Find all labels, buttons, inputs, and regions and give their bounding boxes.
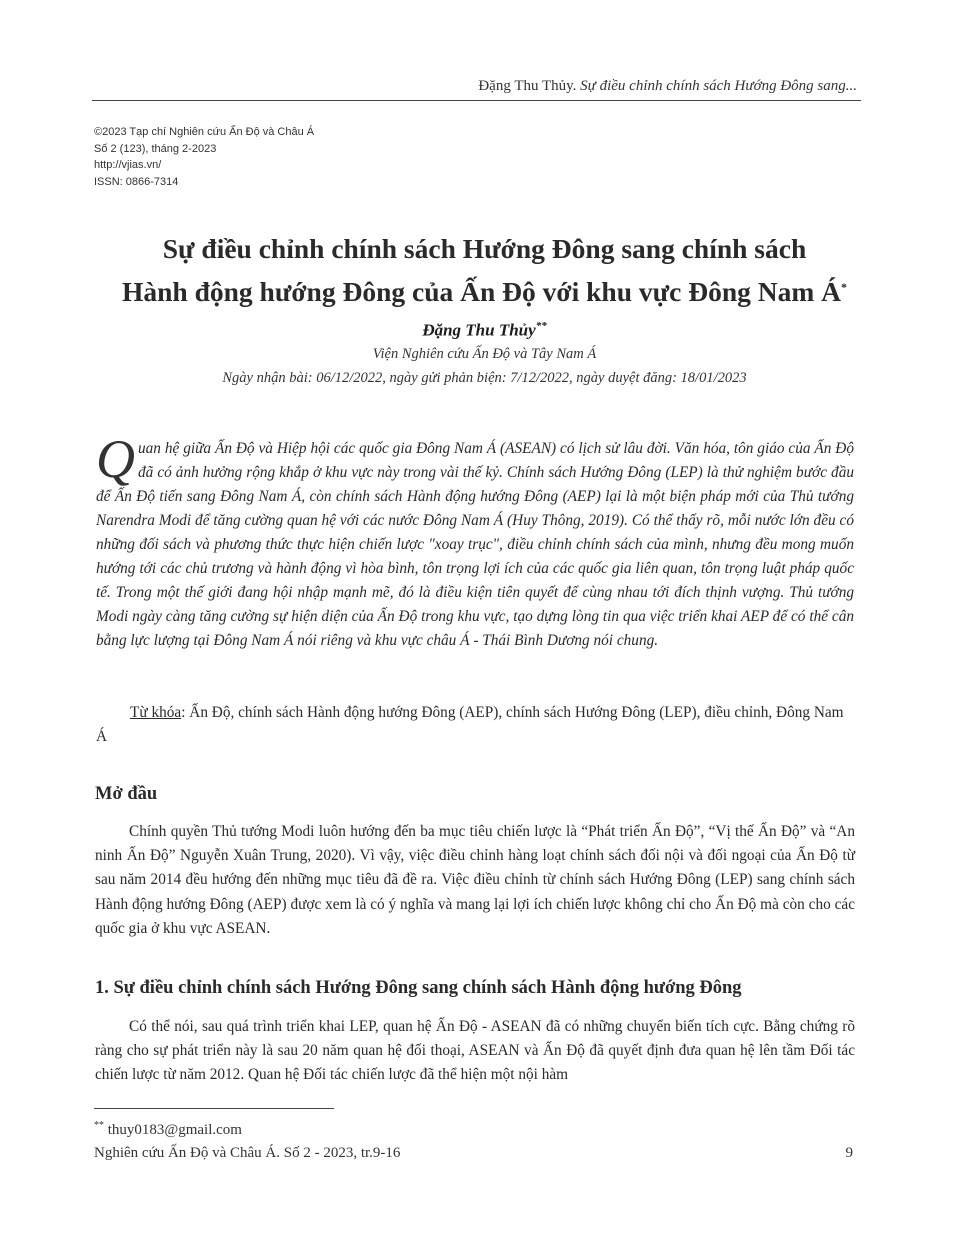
header-rule (92, 100, 861, 101)
running-head (478, 78, 857, 95)
footnote (94, 1120, 242, 1139)
abstract-text: uan hệ giữa Ấn Độ và Hiệp hội các quốc gia Đông Nam Á (ASEAN) có lịch sử lâu đời. Văn hóa, tôn giáo của Ấn Độ đã có ảnh hưởng rộng khắp ở khu vực này trong vài thế kỷ. Chính sách Hướng Đông (LEP) là thử nghiệm bước đầu để Ấn Độ tiến sang Đông Nam Á, còn chính sách Hành động hướng Đông (AEP) lại là một biện pháp mới của Thủ tướng Narendra Modi để tăng cường quan hệ với các nước Đông Nam Á (Huy Thông, 2019). Có thể thấy rõ, mỗi nước lớn đều có những đối sách và phương thức thực hiện chiến lược "xoay trục", điều chỉnh chính sách của mình, nhưng đều mong muốn hướng tới các chủ trương và hành động vì hòa bình, tôn trọng lợi ích của các quốc gia liên quan, tôn trọng luật pháp quốc tế. Trong một thế giới đang hội nhập mạnh mẽ, đó là điều kiện tiên quyết để cùng nhau tới đích thịnh vượng. Thủ tướng Modi ngày càng tăng cường sự hiện diện của Ấn Độ trong khu vực, tạo dựng lòng tin qua việc triển khai AEP để có thể cân bằng lực lượng tại Đông Nam Á nói riêng và khu vực châu Á - Thái Bình Dương nói chung. (96, 440, 854, 649)
journal-citation: Nghiên cứu Ấn Độ và Châu Á. Số 2 - 2023, tr.9-16 (94, 1145, 401, 1161)
footnote-mark: ** (94, 1120, 104, 1131)
author-name: Đặng Thu Thủy** (422, 320, 547, 340)
section-heading-intro: Mở đầu (95, 784, 158, 804)
running-head-author: Đặng Thu Thủy. (478, 78, 577, 94)
footnote-rule (94, 1108, 334, 1109)
page-number: 9 (845, 1145, 853, 1161)
keywords-label: Từ khóa (130, 704, 182, 721)
meta-url[interactable]: http://vjias.vn/ (94, 159, 162, 171)
submission-dates: Ngày nhận bài: 06/12/2022, ngày gửi phản biện: 7/12/2022, ngày duyệt đăng: 18/01/2023 (222, 370, 747, 386)
meta-issue: Số 2 (123), tháng 2-2023 (94, 142, 217, 155)
author-affiliation: Viện Nghiên cứu Ấn Độ và Tây Nam Á (372, 346, 597, 362)
abstract (96, 429, 854, 653)
running-head-title: Sự điều chỉnh chính sách Hướng Đông sang... (580, 78, 857, 94)
meta-issn: ISSN: 0866-7314 (94, 175, 179, 188)
author-footnote-mark: ** (535, 320, 547, 332)
footnote-email[interactable]: thuy0183@gmail.com (107, 1122, 242, 1138)
title-footnote-mark: * (841, 280, 848, 294)
abstract-dropcap: Q (96, 429, 135, 489)
keywords (96, 701, 854, 749)
meta-copyright: ©2023 Tạp chí Nghiên cứu Ấn Độ và Châu Á (94, 126, 315, 138)
keywords-text: : Ấn Độ, chính sách Hành động hướng Đông (AEP), chính sách Hướng Đông (LEP), điều chỉnh, Đông Nam Á (96, 704, 844, 745)
section-heading-1: 1. Sự điều chỉnh chính sách Hướng Đông sang chính sách Hành động hướng Đông (95, 978, 742, 998)
article-title (60, 230, 909, 311)
title-line-1: Sự điều chỉnh chính sách Hướng Đông sang chính sách (162, 233, 807, 264)
journal-meta (94, 124, 314, 190)
intro-paragraph: Chính quyền Thủ tướng Modi luôn hướng đến ba mục tiêu chiến lược là “Phát triển Ấn Độ”, “Vị thế Ấn Độ” và “An ninh Ấn Độ” Nguyễn Xuân Trung, 2020). Vì vậy, việc điều chỉnh hàng loạt chính sách đối nội và đối ngoại của Ấn Độ từ sau năm 2014 đều hướng đến những mục tiêu đã đề ra. Việc điều chỉnh từ chính sách Hướng Đông (LEP) sang chính sách Hành động hướng Đông (AEP) được xem là có ý nghĩa và mang lại lợi ích chiến lược không chỉ cho Ấn Độ mà còn cho các quốc gia ở khu vực ASEAN. (95, 823, 855, 937)
title-line-2: Hành động hướng Đông của Ấn Độ với khu vực Đông Nam Á* (121, 276, 848, 308)
section-1-paragraph: Có thể nói, sau quá trình triển khai LEP, quan hệ Ấn Độ - ASEAN đã có những chuyển biến tích cực. Bằng chứng rõ ràng cho sự phát triển này là sau 20 năm quan hệ đối thoại, ASEAN và Ấn Độ đã quyết định đưa quan hệ lên tầm Đối tác chiến lược từ năm 2012. Quan hệ Đối tác chiến lược đã thể hiện một nội hàm (95, 1018, 855, 1084)
